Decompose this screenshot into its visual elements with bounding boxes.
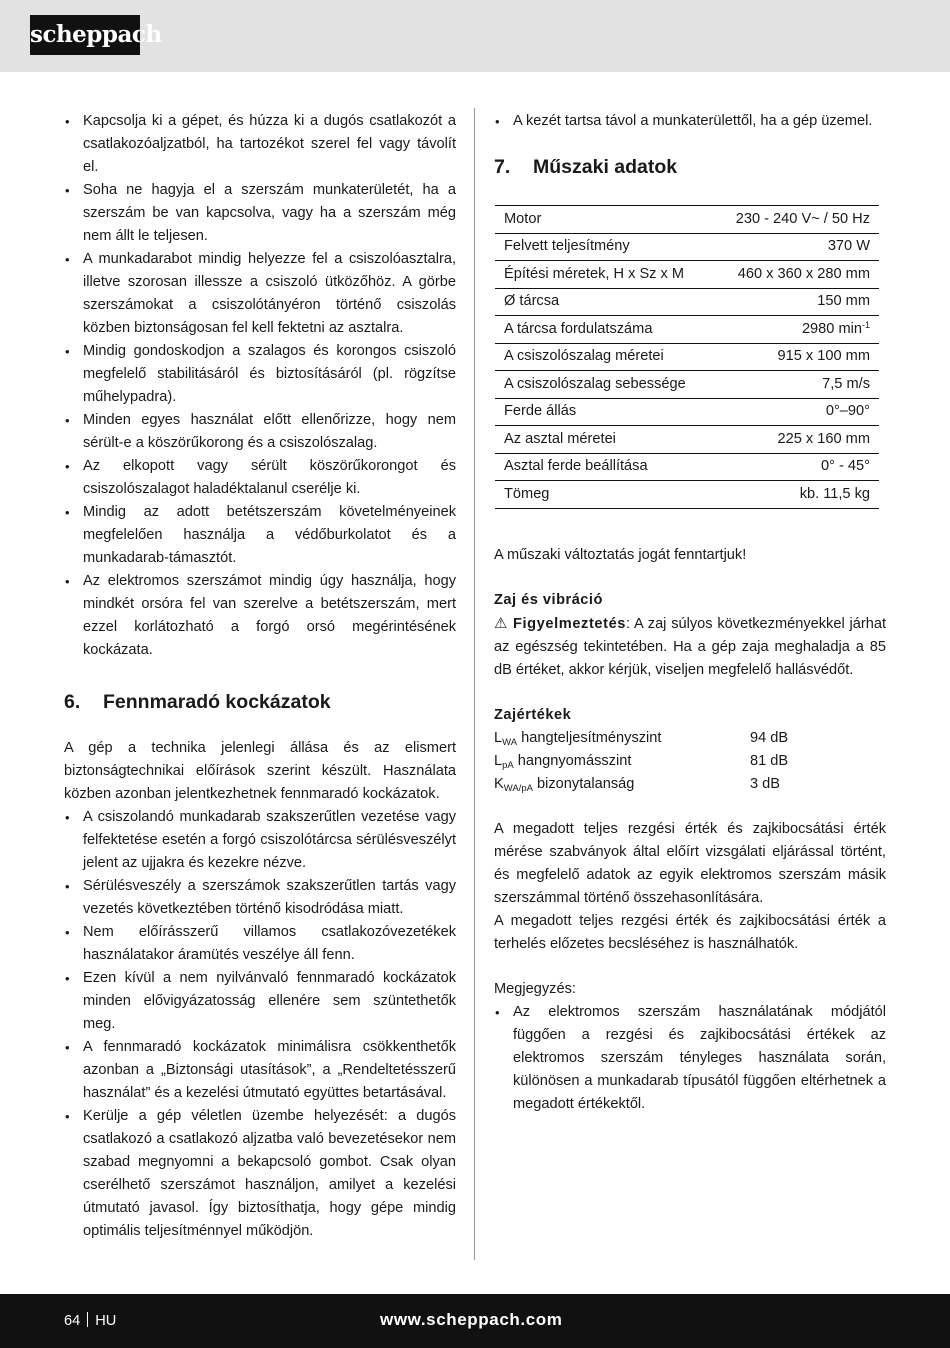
residual-risk-list — [64, 806, 456, 1243]
page-header — [0, 0, 950, 72]
noise-label-text: bizonytalanság — [532, 775, 635, 792]
list-item: • Sérülésveszély a szerszámok szakszerűtlen tartás vagy vezetés következtében történő kisodródása miatt. — [64, 875, 456, 921]
page-number — [64, 1310, 116, 1332]
table-row — [495, 343, 879, 371]
table-row — [495, 371, 879, 399]
left-column — [64, 110, 456, 1243]
spec-value: kb. 11,5 kg — [713, 481, 879, 509]
language-code: HU — [95, 1313, 117, 1329]
list-item: • Mindig az adott betétszerszám követelményeinek megfelelően használja a védőburkolatot és a munkadarab-támasztót. — [64, 501, 456, 570]
spec-value: 230 - 240 V~ / 50 Hz — [713, 206, 879, 234]
vibration-paragraph: A megadott teljes rezgési érték és zajkibocsátási érték a terhelés előzetes becsléséhez is használhatók. — [494, 912, 886, 952]
page-footer — [0, 1294, 950, 1348]
list-item: • Kapcsolja ki a gépet, és húzza ki a dugós csatlakozót a csatlakozóaljzatból, ha tartozékot szerel fel vagy távolít el. — [64, 110, 456, 179]
spec-label: Építési méretek, H x Sz x M — [495, 261, 713, 289]
list-item: • A csiszolandó munkadarab szakszerűtlen vezetése vagy felfektetése esetén a forgó csiszolótárcsa sérülésveszélyt jelent az ujjakra és kezekre nézve. — [64, 806, 456, 875]
list-item: • Soha ne hagyja el a szerszám munkaterületét, ha a szerszám be van kapcsolva, vagy ha a szerszám még nem állt le teljesen. — [64, 179, 456, 248]
section-6-heading — [64, 689, 456, 715]
noise-symbol-subscript: pA — [502, 759, 514, 771]
spec-value: 0° - 45° — [713, 453, 879, 481]
noise-value: 3 dB — [750, 775, 781, 792]
list-item: • Minden egyes használat előtt ellenőrizze, hogy nem sérült-e a köszörűkorong és a csiszolószalag. — [64, 409, 456, 455]
noise-symbol-subscript: WA — [502, 736, 518, 748]
spec-label: Tömeg — [495, 481, 713, 509]
noise-value-label — [494, 727, 750, 750]
spec-label: A tárcsa fordulatszáma — [495, 316, 713, 344]
note-list — [494, 1001, 886, 1116]
vibration-paragraph: A megadott teljes rezgési érték és zajkibocsátási érték mérése szabványok által előírt vizsgálati eljárással történt, és megfelelő adatok az egyik elektromos szerszám másik szerszámmal történő összehasonlítására. — [494, 820, 886, 906]
noise-value: 94 dB — [750, 729, 789, 746]
table-row — [495, 481, 879, 509]
noise-value-row — [494, 750, 886, 773]
list-item: • A fennmaradó kockázatok minimálisra csökkenthetők azonban a „Biztonsági utasítások”, a „Rendeltetésszerű használat” és a kezelési útmutató együttes betartásával. — [64, 1036, 456, 1105]
spec-value: 225 x 160 mm — [713, 426, 879, 454]
section-title: Fennmaradó kockázatok — [103, 691, 331, 713]
table-row — [495, 288, 879, 316]
website-url: www.scheppach.com — [380, 1310, 563, 1329]
noise-values-heading: Zajértékek — [494, 706, 572, 723]
section-title: Műszaki adatok — [533, 156, 678, 178]
table-row — [495, 426, 879, 454]
spec-value: 7,5 m/s — [713, 371, 879, 399]
list-item: • Kerülje a gép véletlen üzembe helyezését: a dugós csatlakozó a csatlakozó aljzatba való bevezetésekor nem szabad megnyomni a bekapcsoló gombot. Csak olyan cserélhető szerszámot használjon, amilyet a kezelési útmutató javasol. Így biztosíthatja, hogy gépe mindig optimális teljesítménnyel működjön. — [64, 1105, 456, 1243]
safety-bullet-list-continued — [494, 110, 886, 133]
noise-value-label — [494, 773, 750, 796]
spec-value: 460 x 360 x 280 mm — [713, 261, 879, 289]
list-item: • Mindig gondoskodjon a szalagos és korongos csiszoló megfelelő stabilitásáról és biztosításáról (pl. rögzítse műhelypadra). — [64, 340, 456, 409]
noise-warning — [494, 612, 886, 682]
list-item: • Nem előírásszerű villamos csatlakozóvezetékek használatakor áramütés veszélye áll fenn. — [64, 921, 456, 967]
spec-label: Motor — [495, 206, 713, 234]
noise-value-label — [494, 750, 750, 773]
tech-specs-table — [495, 205, 879, 509]
warning-triangle-icon: ⚠ — [494, 614, 509, 632]
list-item: • A munkadarabot mindig helyezze fel a csiszolóasztalra, illetve szorosan illessze a csiszoló ütközőhöz. A görbe szerszámokat a csiszolótányéron történő csiszolás közben biztonságosan fel kell fektetni az asztalra. — [64, 248, 456, 340]
table-row — [495, 316, 879, 344]
spec-value: 370 W — [713, 233, 879, 261]
column-divider — [474, 108, 475, 1260]
table-row — [495, 261, 879, 289]
list-item: • Az elektromos szerszám használatának módjától függően a rezgési és zajkibocsátási értékek az elektromos szerszám tényleges használata során, különösen a munkadarab típusától függően eltérhetnek a megadott értékektől. — [494, 1001, 886, 1116]
spec-value: 150 mm — [713, 288, 879, 316]
brand-logo: scheppach — [30, 15, 140, 55]
noise-value: 81 dB — [750, 752, 789, 769]
section-7-heading — [494, 154, 886, 180]
separator — [87, 1312, 88, 1327]
table-row — [495, 453, 879, 481]
spec-label: Ø tárcsa — [495, 288, 713, 316]
list-item: • Ezen kívül a nem nyilvánvaló fennmaradó kockázatok minden elővigyázatosság ellenére sem szüntethetők meg. — [64, 967, 456, 1036]
residual-risk-intro: A gép a technika jelenlegi állása és az elismert biztonságtechnikai előírások szerint készült. Használata közben azonban jelentkezhetnek fennmaradó kockázatok. — [64, 740, 456, 802]
right-column — [494, 110, 886, 1116]
spec-label: Az asztal méretei — [495, 426, 713, 454]
noise-symbol: K — [494, 775, 504, 792]
noise-label-text: hangnyomásszint — [513, 752, 632, 769]
technical-change-note: A műszaki változtatás jogát fenntartjuk! — [494, 546, 747, 563]
spec-value: 915 x 100 mm — [713, 343, 879, 371]
list-item: • Az elektromos szerszámot mindig úgy használja, hogy mindkét orsóra fel van szerelve a betétszerszám, mert ezzel korlátozható a forgó orsó megérintésének kockázata. — [64, 570, 456, 662]
section-number: 7. — [494, 156, 511, 178]
noise-value-row — [494, 727, 886, 750]
noise-value-row — [494, 773, 886, 796]
noise-vibration-heading: Zaj és vibráció — [494, 591, 603, 608]
warning-label: Figyelmeztetés — [512, 615, 627, 632]
safety-bullet-list — [64, 110, 456, 662]
table-row — [495, 233, 879, 261]
noise-symbol: L — [494, 752, 503, 769]
noise-label-text: hangteljesítményszint — [517, 729, 662, 746]
section-number: 6. — [64, 691, 81, 713]
warning-text: : A zaj súlyos következményekkel járhat az egészség tekintetében. Ha a gép zaja meghaladja a 85 dB értéket, akkor kérjük, viseljen megfelelő hallásvédőt. — [494, 615, 886, 678]
spec-label: Asztal ferde beállítása — [495, 453, 713, 481]
spec-label: Felvett teljesítmény — [495, 233, 713, 261]
noise-symbol-subscript: WA/pA — [503, 782, 533, 794]
note-heading: Megjegyzés: — [494, 980, 576, 997]
table-row — [495, 206, 879, 234]
spec-label: Ferde állás — [495, 398, 713, 426]
spec-value: 0°–90° — [713, 398, 879, 426]
table-row — [495, 398, 879, 426]
spec-label: A csiszolószalag méretei — [495, 343, 713, 371]
spec-value — [713, 316, 879, 344]
spec-value-text: 2980 min — [801, 320, 862, 337]
page-number-value: 64 — [64, 1313, 81, 1329]
list-item: • Az elkopott vagy sérült köszörűkorongot és csiszolószalagot haladéktalanul cserélje ki. — [64, 455, 456, 501]
spec-value-superscript: -1 — [861, 319, 870, 330]
noise-symbol: L — [494, 729, 503, 746]
spec-label: A csiszolószalag sebessége — [495, 371, 713, 399]
list-item: • A kezét tartsa távol a munkaterülettől, ha a gép üzemel. — [494, 110, 886, 133]
